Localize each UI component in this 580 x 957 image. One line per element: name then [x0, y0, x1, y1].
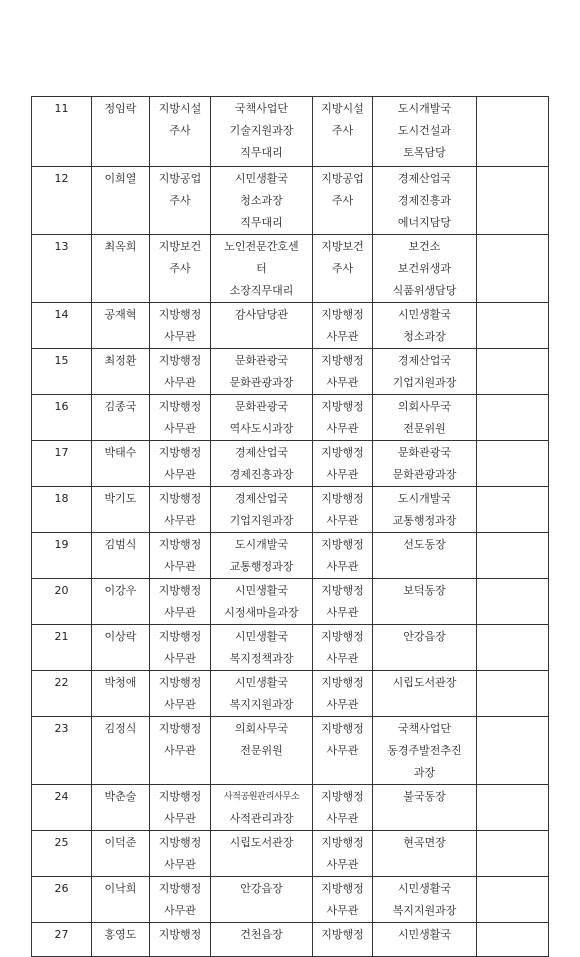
name-cell: 최옥희 [92, 235, 150, 303]
table-row [32, 831, 549, 877]
cell-line: 지방행정 [321, 882, 364, 895]
name-cell: 이희열 [92, 167, 150, 235]
cell-line: 사무관 [326, 904, 359, 917]
cell-line: 안강읍장 [240, 882, 283, 895]
table-row [32, 579, 549, 625]
note-cell [477, 349, 549, 395]
grade-before-cell [150, 785, 211, 831]
cell-line: 사무관 [164, 858, 196, 871]
cell-line: 경제산업국 [397, 354, 452, 367]
dept-before-cell [211, 579, 313, 625]
row-number-cell: 21 [32, 625, 92, 671]
cell-line: 도시개발국 [234, 538, 289, 551]
cell-line: 국책사업단 [397, 722, 452, 735]
dept-before-cell [211, 441, 313, 487]
dept-after-cell [373, 877, 477, 923]
cell-line: 지방행정 [158, 836, 202, 849]
cell-line: 시정새마을과장 [224, 606, 299, 619]
cell-line: 기업지원과장 [229, 514, 294, 527]
cell-line: 청소과장 [403, 330, 446, 343]
dept-before-cell [211, 671, 313, 717]
cell-line: 지방행정 [321, 492, 364, 505]
dept-after-cell [373, 303, 477, 349]
dept-after-cell [373, 831, 477, 877]
cell-line: 지방행정 [158, 400, 202, 413]
row-number-cell: 24 [32, 785, 92, 831]
cell-line: 직무대리 [240, 216, 283, 229]
table-row [32, 923, 549, 957]
cell-line: 사무관 [164, 652, 196, 665]
cell-line: 주사 [169, 262, 191, 275]
cell-line: 지방행정 [321, 790, 364, 803]
grade-after-cell [313, 579, 373, 625]
cell-line: 지방행정 [321, 446, 364, 459]
dept-before-cell [211, 785, 313, 831]
cell-line: 역사도시과장 [229, 422, 294, 435]
row-number-cell: 15 [32, 349, 92, 395]
grade-after-cell [313, 533, 373, 579]
grade-before-cell [150, 831, 211, 877]
name-cell: 김정식 [92, 717, 150, 785]
row-number-cell: 16 [32, 395, 92, 441]
table-row [32, 671, 549, 717]
grade-after-cell [313, 349, 373, 395]
cell-line: 시립도서관장 [229, 836, 294, 849]
dept-before-cell [211, 877, 313, 923]
cell-line: 전문위원 [240, 744, 283, 757]
cell-line: 시립도서관장 [392, 676, 457, 689]
cell-line: 불국동장 [403, 790, 446, 803]
row-number-cell: 14 [32, 303, 92, 349]
cell-line: 문화관광국 [234, 400, 289, 413]
cell-line: 지방행정 [158, 538, 202, 551]
cell-line: 사무관 [326, 606, 359, 619]
table-row [32, 533, 549, 579]
name-cell: 박태수 [92, 441, 150, 487]
grade-after-cell [313, 831, 373, 877]
note-cell [477, 395, 549, 441]
grade-before-cell [150, 579, 211, 625]
row-number-cell: 18 [32, 487, 92, 533]
cell-line: 사무관 [326, 560, 359, 573]
name-cell: 공재혁 [92, 303, 150, 349]
cell-line: 동경주발전추진 [387, 744, 462, 757]
dept-before-cell [211, 487, 313, 533]
cell-line: 지방행정 [158, 790, 202, 803]
table-row [32, 167, 549, 235]
cell-line: 지방공업 [321, 172, 364, 185]
grade-before-cell [150, 303, 211, 349]
cell-line: 지방행정 [158, 354, 202, 367]
note-cell [477, 625, 549, 671]
cell-line: 사무관 [164, 468, 196, 481]
grade-after-cell [313, 97, 373, 167]
cell-line: 노인전문간호센 [224, 240, 299, 253]
dept-after-cell [373, 235, 477, 303]
dept-before-cell [211, 923, 313, 957]
dept-after-cell [373, 395, 477, 441]
cell-line: 주사 [169, 194, 191, 207]
cell-line: 터 [256, 262, 267, 275]
grade-before-cell [150, 97, 211, 167]
cell-line: 문화관광과장 [229, 376, 294, 389]
row-number-cell: 27 [32, 923, 92, 957]
cell-line: 의회사무국 [234, 722, 289, 735]
row-number-cell: 26 [32, 877, 92, 923]
table-row [32, 349, 549, 395]
cell-line: 과장 [413, 766, 436, 779]
dept-after-cell [373, 625, 477, 671]
cell-line: 도시개발국 [397, 102, 452, 115]
cell-line: 경제진흥과 [397, 194, 452, 207]
cell-line: 국책사업단 [234, 102, 289, 115]
dept-before-cell [211, 395, 313, 441]
cell-line: 도시개발국 [397, 492, 452, 505]
dept-after-cell [373, 579, 477, 625]
grade-after-cell [313, 671, 373, 717]
cell-line: 감사담당관 [234, 308, 289, 321]
cell-line: 사무관 [164, 560, 196, 573]
grade-after-cell [313, 487, 373, 533]
dept-before-cell [211, 167, 313, 235]
name-cell: 김범식 [92, 533, 150, 579]
cell-line: 문화관광국 [234, 354, 289, 367]
cell-line: 지방행정 [158, 492, 202, 505]
cell-line: 의회사무국 [397, 400, 452, 413]
note-cell [477, 533, 549, 579]
cell-line: 지방공업 [158, 172, 202, 185]
grade-after-cell [313, 877, 373, 923]
grade-after-cell [313, 395, 373, 441]
cell-line: 지방시설 [158, 102, 202, 115]
cell-line: 지방행정 [321, 630, 364, 643]
row-number-cell: 19 [32, 533, 92, 579]
cell-line: 청소과장 [240, 194, 283, 207]
note-cell [477, 785, 549, 831]
cell-line: 사무관 [164, 422, 196, 435]
cell-line: 사무관 [326, 422, 359, 435]
table-row [32, 97, 549, 167]
cell-line: 사무관 [326, 858, 359, 871]
cell-line: 에너지담당 [397, 216, 452, 229]
name-cell: 박청애 [92, 671, 150, 717]
dept-before-cell [211, 303, 313, 349]
note-cell [477, 235, 549, 303]
grade-after-cell [313, 235, 373, 303]
cell-line: 주사 [331, 262, 354, 275]
dept-before-cell [211, 97, 313, 167]
grade-after-cell [313, 625, 373, 671]
grade-before-cell [150, 487, 211, 533]
table-row [32, 303, 549, 349]
cell-line: 지방행정 [321, 354, 364, 367]
dept-after-cell [373, 167, 477, 235]
name-cell: 정임락 [92, 97, 150, 167]
cell-line: 사무관 [326, 330, 359, 343]
cell-line: 사무관 [326, 468, 359, 481]
note-cell [477, 717, 549, 785]
cell-line: 사무관 [326, 698, 359, 711]
cell-line: 주사 [331, 194, 354, 207]
cell-line: 사무관 [164, 904, 196, 917]
cell-line: 지방행정 [158, 630, 202, 643]
cell-line: 지방행정 [158, 676, 202, 689]
row-number-cell: 22 [32, 671, 92, 717]
name-cell: 이낙희 [92, 877, 150, 923]
cell-line: 사무관 [164, 376, 196, 389]
name-cell: 최정환 [92, 349, 150, 395]
cell-line: 경제산업국 [234, 446, 289, 459]
cell-line: 교통행정과장 [229, 560, 294, 573]
dept-before-cell [211, 349, 313, 395]
note-cell [477, 487, 549, 533]
dept-after-cell [373, 441, 477, 487]
grade-after-cell [313, 303, 373, 349]
grade-before-cell [150, 349, 211, 395]
cell-line: 경제진흥과장 [229, 468, 294, 481]
note-cell [477, 441, 549, 487]
dept-before-cell [211, 717, 313, 785]
row-number-cell: 20 [32, 579, 92, 625]
cell-line: 사무관 [326, 744, 359, 757]
row-number-cell: 12 [32, 167, 92, 235]
cell-line: 지방행정 [321, 722, 364, 735]
dept-after-cell [373, 97, 477, 167]
grade-before-cell [150, 877, 211, 923]
cell-line: 문화관광과장 [392, 468, 457, 481]
table-body [32, 97, 549, 957]
dept-after-cell [373, 717, 477, 785]
row-number-cell: 23 [32, 717, 92, 785]
cell-line: 소장직무대리 [229, 284, 294, 297]
cell-line: 시민생활국 [234, 172, 289, 185]
cell-line: 교통행정과장 [392, 514, 457, 527]
table-row [32, 235, 549, 303]
cell-line: 지방행정 [158, 928, 202, 941]
cell-line: 사무관 [164, 698, 196, 711]
cell-line: 전문위원 [403, 422, 446, 435]
cell-line: 사무관 [164, 330, 196, 343]
cell-line: 시민생활국 [234, 676, 289, 689]
cell-line: 지방행정 [321, 538, 364, 551]
cell-line: 건천읍장 [240, 928, 283, 941]
cell-line: 지방행정 [158, 722, 202, 735]
cell-line: 사적공원관리사무소 [223, 792, 300, 802]
cell-line: 도시건설과 [397, 124, 452, 137]
note-cell [477, 97, 549, 167]
grade-after-cell [313, 441, 373, 487]
dept-after-cell [373, 923, 477, 957]
cell-line: 시민생활국 [397, 882, 452, 895]
cell-line: 시민생활국 [234, 630, 289, 643]
cell-line: 지방행정 [321, 676, 364, 689]
personnel-table [31, 96, 549, 957]
row-number-cell: 13 [32, 235, 92, 303]
cell-line: 토목담당 [403, 146, 446, 159]
table-row [32, 395, 549, 441]
name-cell: 이강우 [92, 579, 150, 625]
dept-before-cell [211, 625, 313, 671]
cell-line: 사무관 [326, 514, 359, 527]
dept-before-cell [211, 235, 313, 303]
grade-after-cell [313, 717, 373, 785]
cell-line: 지방행정 [158, 308, 202, 321]
cell-line: 직무대리 [240, 146, 283, 159]
cell-line: 현곡면장 [403, 836, 446, 849]
grade-before-cell [150, 671, 211, 717]
name-cell: 이덕준 [92, 831, 150, 877]
grade-before-cell [150, 533, 211, 579]
note-cell [477, 831, 549, 877]
cell-line: 경제산업국 [234, 492, 289, 505]
table-row [32, 441, 549, 487]
cell-line: 선도동장 [403, 538, 446, 551]
dept-after-cell [373, 533, 477, 579]
grade-before-cell [150, 625, 211, 671]
grade-before-cell [150, 167, 211, 235]
cell-line: 지방시설 [321, 102, 364, 115]
cell-line: 사무관 [164, 606, 196, 619]
dept-after-cell [373, 487, 477, 533]
cell-line: 복지지원과장 [229, 698, 294, 711]
note-cell [477, 923, 549, 957]
cell-line: 사무관 [164, 812, 196, 825]
cell-line: 사무관 [164, 514, 196, 527]
cell-line: 기업지원과장 [392, 376, 457, 389]
cell-line: 사무관 [326, 376, 359, 389]
cell-line: 지방행정 [158, 584, 202, 597]
cell-line: 복지지원과장 [392, 904, 457, 917]
note-cell [477, 167, 549, 235]
note-cell [477, 671, 549, 717]
table-row [32, 625, 549, 671]
cell-line: 지방행정 [321, 400, 364, 413]
cell-line: 지방보건 [321, 240, 364, 253]
grade-before-cell [150, 717, 211, 785]
cell-line: 지방행정 [321, 308, 364, 321]
dept-after-cell [373, 349, 477, 395]
table-row [32, 487, 549, 533]
grade-before-cell [150, 395, 211, 441]
table-row [32, 717, 549, 785]
cell-line: 지방행정 [158, 882, 202, 895]
row-number-cell: 25 [32, 831, 92, 877]
cell-line: 시민생활국 [397, 928, 452, 941]
name-cell: 홍영도 [92, 923, 150, 957]
cell-line: 안강읍장 [403, 630, 446, 643]
cell-line: 보덕동장 [403, 584, 446, 597]
cell-line: 사적관리과장 [229, 812, 294, 825]
note-cell [477, 303, 549, 349]
dept-before-cell [211, 831, 313, 877]
cell-line: 지방행정 [321, 584, 364, 597]
cell-line: 주사 [331, 124, 354, 137]
cell-line: 보건소 [408, 240, 441, 253]
cell-line: 사무관 [164, 744, 196, 757]
name-cell: 박춘술 [92, 785, 150, 831]
cell-line: 지방행정 [158, 446, 202, 459]
cell-line: 주사 [169, 124, 191, 137]
grade-after-cell [313, 923, 373, 957]
cell-line: 보건위생과 [397, 262, 452, 275]
dept-after-cell [373, 785, 477, 831]
note-cell [477, 877, 549, 923]
note-cell [477, 579, 549, 625]
name-cell: 박기도 [92, 487, 150, 533]
name-cell: 김종국 [92, 395, 150, 441]
cell-line: 지방행정 [321, 928, 364, 941]
cell-line: 지방보건 [158, 240, 202, 253]
cell-line: 지방행정 [321, 836, 364, 849]
row-number-cell: 17 [32, 441, 92, 487]
cell-line: 사무관 [326, 812, 359, 825]
dept-after-cell [373, 671, 477, 717]
cell-line: 문화관광국 [397, 446, 452, 459]
table-row [32, 785, 549, 831]
cell-line: 복지정책과장 [229, 652, 294, 665]
cell-line: 기술지원과장 [229, 124, 294, 137]
cell-line: 사무관 [326, 652, 359, 665]
grade-before-cell [150, 235, 211, 303]
grade-after-cell [313, 167, 373, 235]
name-cell: 이상락 [92, 625, 150, 671]
grade-after-cell [313, 785, 373, 831]
dept-before-cell [211, 533, 313, 579]
cell-line: 경제산업국 [397, 172, 452, 185]
grade-before-cell [150, 441, 211, 487]
cell-line: 식품위생담당 [392, 284, 457, 297]
table-row [32, 877, 549, 923]
grade-before-cell [150, 923, 211, 957]
row-number-cell: 11 [32, 97, 92, 167]
cell-line: 시민생활국 [234, 584, 289, 597]
cell-line: 시민생활국 [397, 308, 452, 321]
